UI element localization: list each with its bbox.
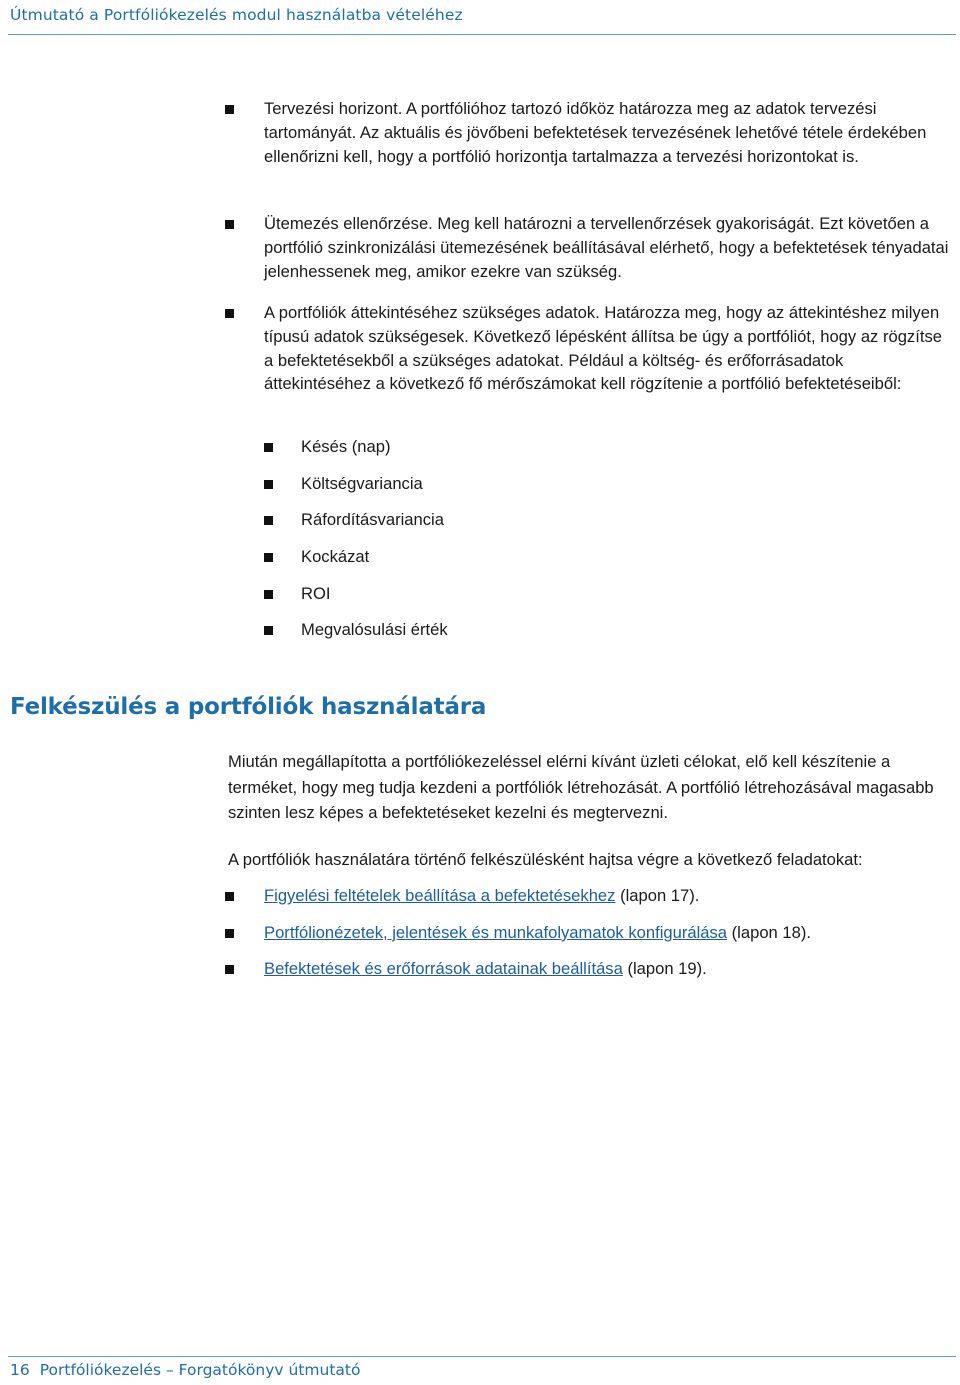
bullet-square-icon <box>225 309 234 318</box>
section-paragraph: Miután megállapította a portfóliókezeléssel elérni kívánt üzleti célokat, elő kell készítenie a terméket, hogy meg tudja kezdeni a portfóliók létrehozását. A portfólió létrehozásával magasabb szinten lesz képes a befektetéseket kezelni és megtervezni. <box>228 752 934 822</box>
sublist-item-text: ROI <box>301 584 331 603</box>
task-link[interactable]: Befektetések és erőforrások adatainak beállítása <box>264 959 623 978</box>
bullet-square-icon <box>264 443 273 452</box>
bullet-square-icon <box>264 553 273 562</box>
running-header: Útmutató a Portfóliókezelés modul használatba vételéhez <box>10 6 463 24</box>
section-heading: Felkészülés a portfóliók használatára <box>10 694 487 720</box>
sublist-item-text: Költségvariancia <box>301 474 423 493</box>
page-number: 16 <box>10 1361 30 1379</box>
bullet-square-icon <box>264 590 273 599</box>
bullet-square-icon <box>225 105 234 114</box>
footer-title: Portfóliókezelés – Forgatókönyv útmutató <box>39 1361 361 1379</box>
bullet-square-icon <box>225 965 234 974</box>
bullet-square-icon <box>225 892 234 901</box>
running-footer <box>10 1361 360 1379</box>
footer-divider <box>8 1356 956 1357</box>
sublist-item-text: Kockázat <box>301 547 370 566</box>
sublist-item-text: Késés (nap) <box>301 437 391 456</box>
task-link[interactable]: Portfólionézetek, jelentések és munkafolyamatok konfigurálása <box>264 923 728 942</box>
sublist-item-text: Megvalósulási érték <box>301 620 448 639</box>
bullet-square-icon <box>264 516 273 525</box>
bullet-square-icon <box>225 220 234 229</box>
task-link[interactable]: Figyelési feltételek beállítása a befektetésekhez <box>264 886 616 905</box>
list-item-text: Ütemezés ellenőrzése. Meg kell határozni a tervellenőrzések gyakoriságát. Ezt követően a portfólió szinkronizálási ütemezésének beállításával elérhető, hogy a befektetések tényadatai jelenhessenek meg, amikor ezekre van szükség. <box>264 214 949 281</box>
bullet-square-icon <box>225 929 234 938</box>
list-item-text: Tervezési horizont. A portfólióhoz tartozó időköz határozza meg az adatok tervezési tartományát. Az aktuális és jövőbeni befektetések tervezésének lehetővé tétele érdekében ellenőrizni kell, hogy a portfólió horizontja tartalmazza a tervezési horizontokat is. <box>264 99 927 166</box>
page-reference: (lapon 18). <box>727 923 811 942</box>
bullet-square-icon <box>264 480 273 489</box>
sublist-item-text: Ráfordításvariancia <box>301 510 444 529</box>
bullet-square-icon <box>264 626 273 635</box>
page-reference: (lapon 19). <box>622 959 707 978</box>
section-paragraph: A portfóliók használatára történő felkészülésként hajtsa végre a következő feladatokat: <box>228 850 863 869</box>
list-item-text: A portfóliók áttekintéséhez szükséges adatok. Határozza meg, hogy az áttekintéshez milyen típusú adatok szükségesek. Következő lépésként állítsa be úgy a portfóliót, hogy az rögzítse a befektetésekből a szükséges adatokat. Például a költség- és erőforrásadatok áttekintéséhez a következő fő mérőszámokat kell rögzítenie a portfólió befektetéseiből: <box>264 303 942 394</box>
page-reference: (lapon 17). <box>615 886 700 905</box>
header-divider <box>8 34 956 35</box>
